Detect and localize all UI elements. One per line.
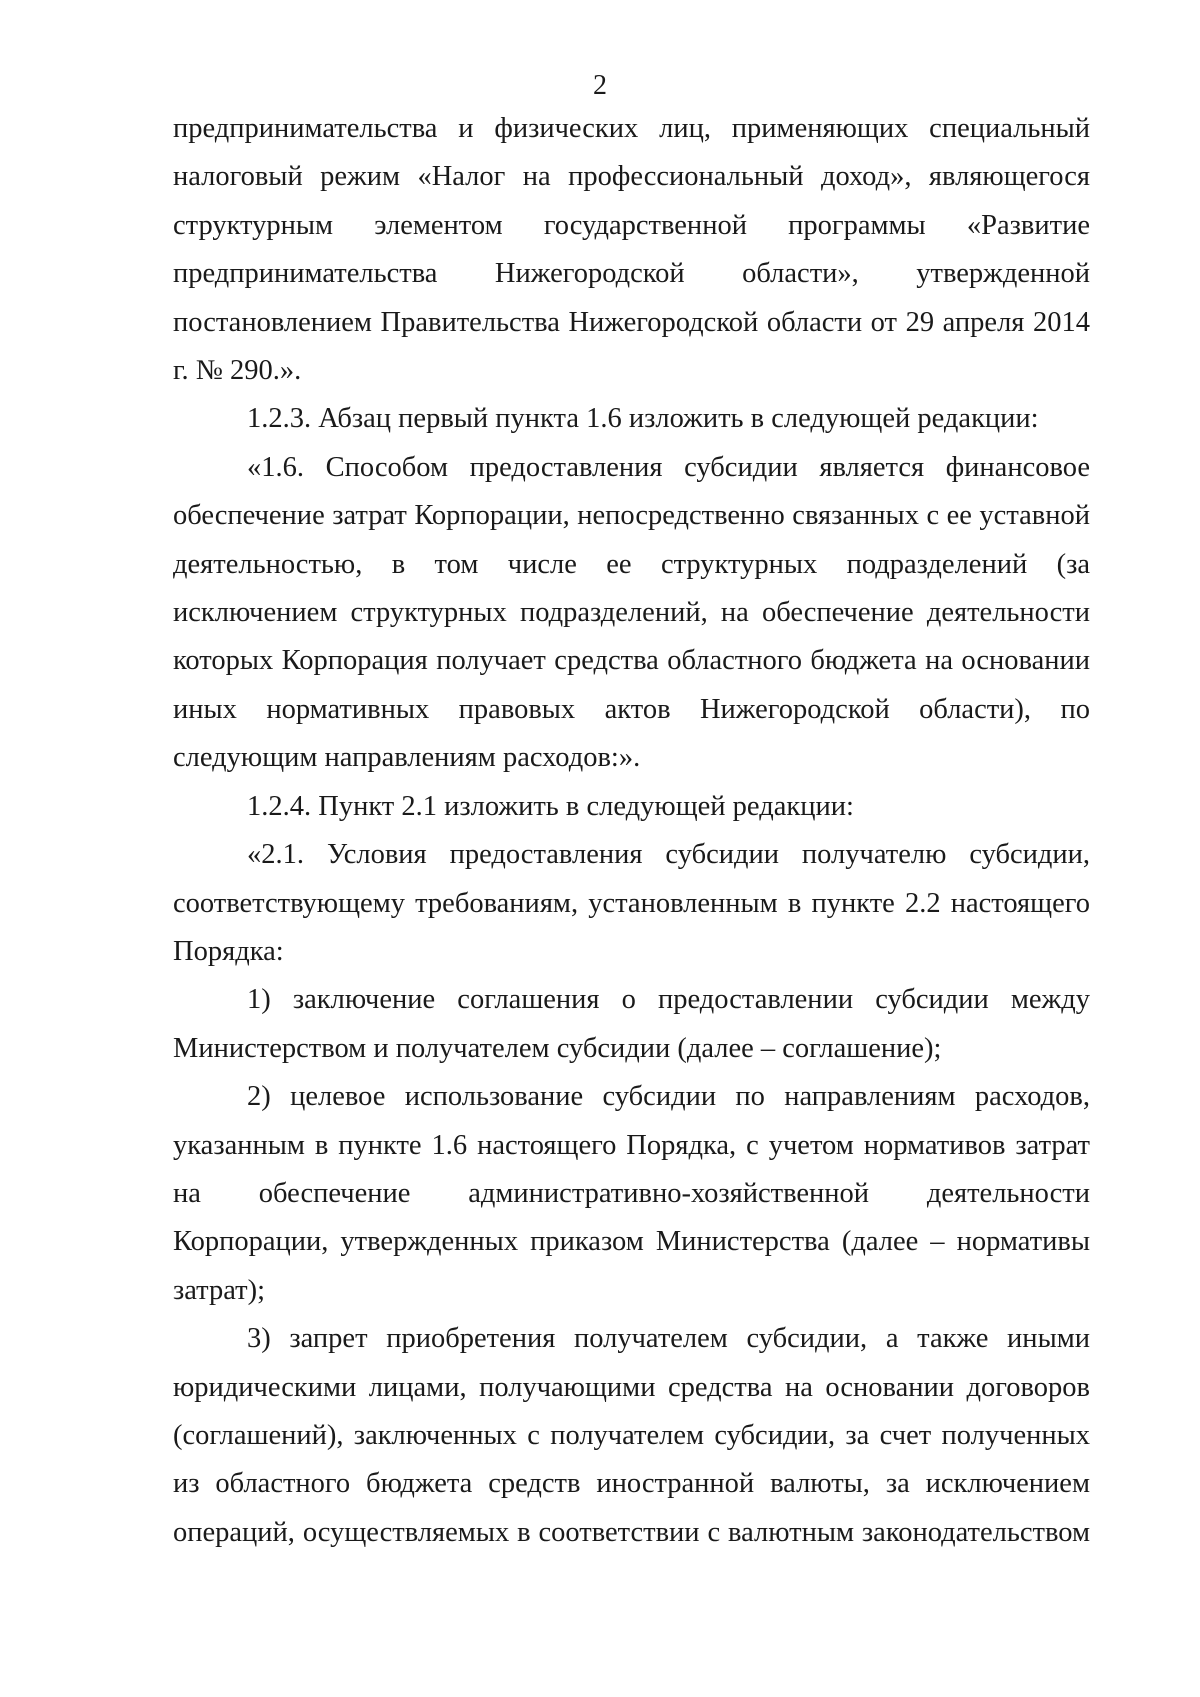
paragraph-2-1: «2.1. Условия предоставления субсидии получателю субсидии, соответствующему требованиям, установленным в пункте 2.2 настоящего Порядка: (173, 839, 1090, 967)
list-item-1: 1) заключение соглашения о предоставлении субсидии между Министерством и получателем субсидии (далее – соглашение); (173, 984, 1090, 1064)
page-number: 2 (593, 70, 607, 101)
list-item-2: 2) целевое использование субсидии по направлениям расходов, указанным в пункте 1.6 настоящего Порядка, с учетом нормативов затрат на обеспечение административно-хозяйственной деятельности Корпорации, утвержденных приказом Министерства (далее – нормативы затрат); (173, 1081, 1090, 1306)
list-item-3: 3) запрет приобретения получателем субсидии, а также иными юридическими лицами, получающими средства на основании договоров (соглашений), заключенных с получателем субсидии, за счет полученных из областного бюджета средств иностранной валюты, за исключением операций, осуществляемых в соответствии с валютным законодательством (173, 1323, 1090, 1548)
paragraph-1-6: «1.6. Способом предоставления субсидии является финансовое обеспечение затрат Корпорации, непосредственно связанных с ее уставной деятельностью, в том числе ее структурных подразделений (за исключением структурных подразделений, на обеспечение деятельности которых Корпорация получает средства областного бюджета на основании иных нормативных правовых актов Нижегородской области), по следующим направлениям расходов:». (173, 451, 1090, 774)
paragraph-1-2-4: 1.2.4. Пункт 2.1 изложить в следующей редакции: (247, 790, 854, 822)
document-body (173, 105, 1090, 1557)
paragraph-1-2-3: 1.2.3. Абзац первый пункта 1.6 изложить в следующей редакции: (247, 403, 1039, 435)
paragraph-continuation: предпринимательства и физических лиц, применяющих специальный налоговый режим «Налог на профессиональный доход», являющегося структурным элементом государственной программы «Развитие предпринимательства Нижегородской области», утвержденной постановлением Правительства Нижегородской области от 29 апреля 2014 г. № 290.». (173, 113, 1090, 387)
